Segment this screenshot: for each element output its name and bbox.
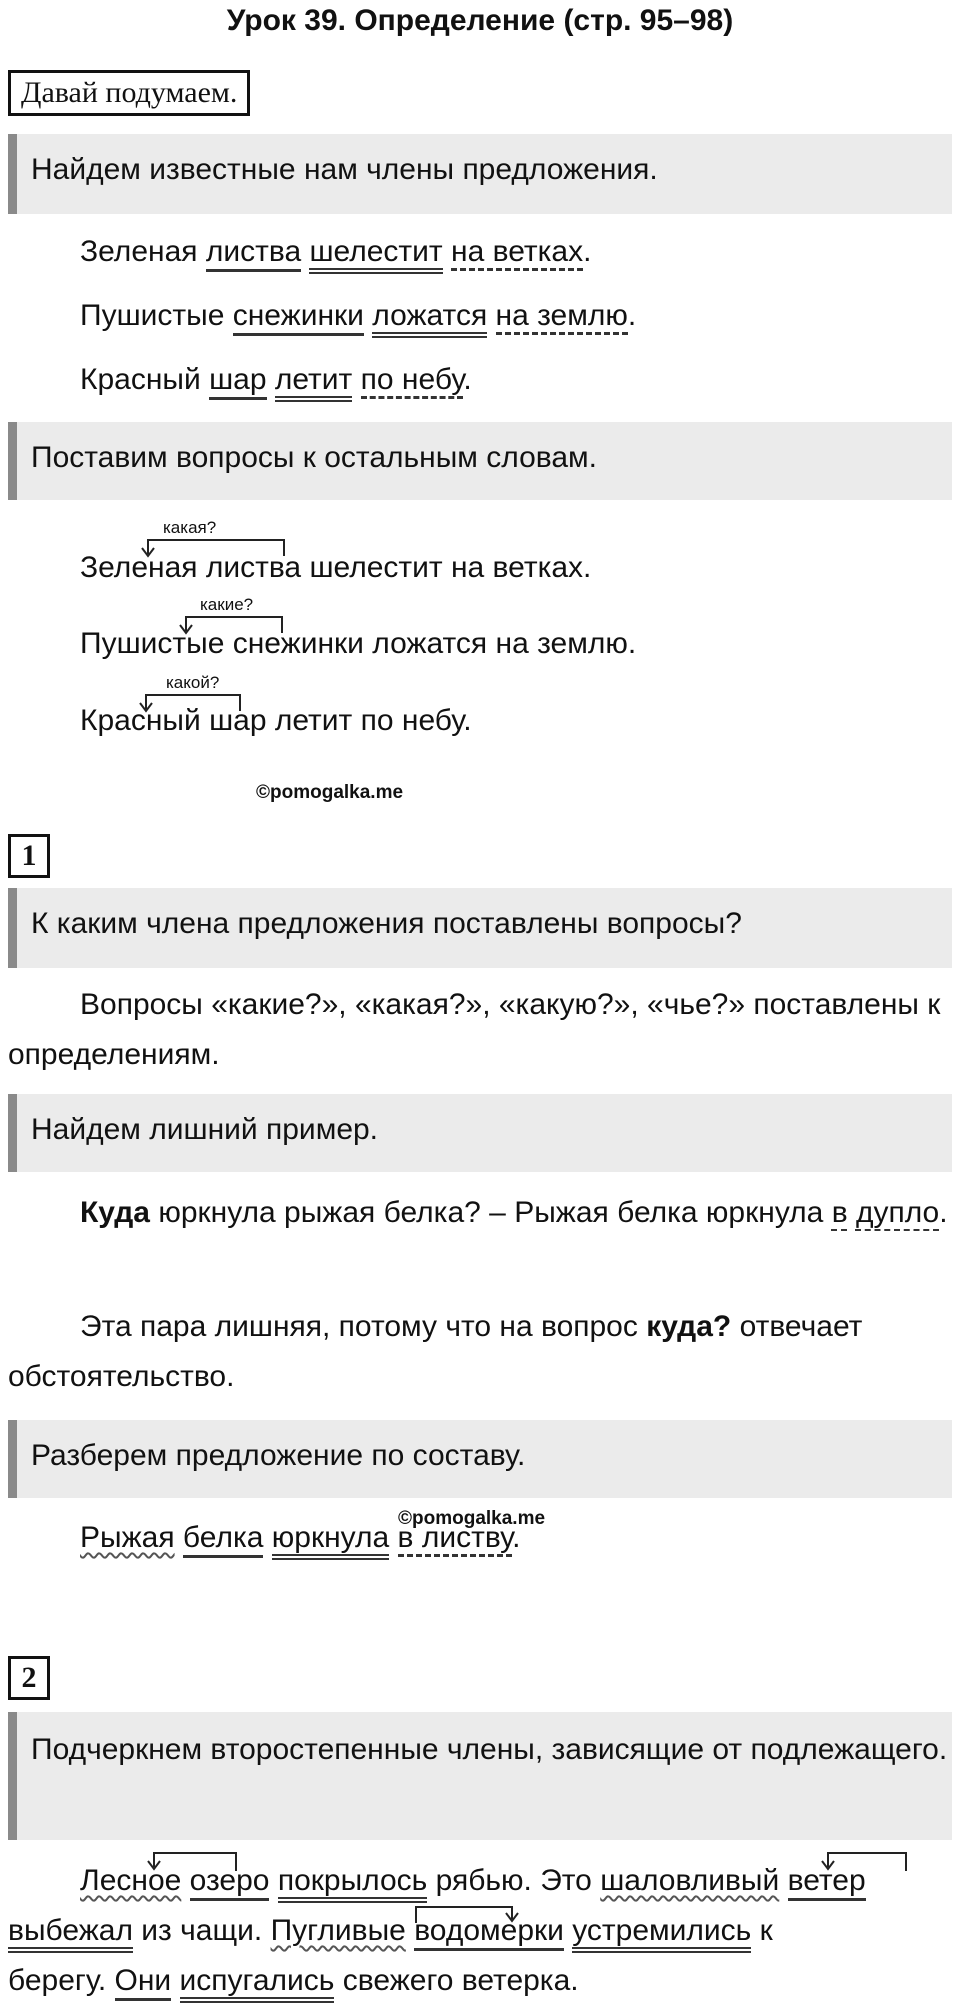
predicate-word: летит: [275, 363, 352, 402]
punct: .: [627, 299, 637, 332]
predicate-word: выбежал: [8, 1914, 133, 1953]
task-number: 1: [8, 834, 50, 878]
task1-banner-1: К каким члена предложения поставлены вопросы?: [8, 888, 952, 968]
text: свежего ветерка.: [334, 1964, 579, 1997]
adverbial-word: в: [831, 1196, 848, 1229]
text: рябью. Это: [427, 1864, 601, 1897]
text: отвечает обстоятельство.: [8, 1310, 863, 1393]
watermark: ©pomogalka.me: [398, 1508, 546, 1529]
punct: .: [939, 1196, 948, 1229]
task1-answer: Вопросы «какие?», «какая?», «какую?», «чье?» поставлены к определениям.: [8, 988, 941, 1071]
question-line-2: Пушистые снежинки ложатся на землю.: [80, 627, 637, 660]
task-number: 2: [8, 1656, 50, 1700]
task1-example: [8, 1188, 952, 1238]
subject-word: снежинки: [233, 299, 364, 336]
word: Пушистые: [80, 299, 225, 332]
attribute-word: Рыжая: [80, 1521, 175, 1554]
text-line: [8, 1856, 952, 1906]
adverbial-word: на землю: [496, 299, 628, 335]
page-title: Урок 39. Определение (стр. 95–98): [226, 4, 734, 37]
subject-word: шар: [209, 363, 266, 400]
bold-word: куда?: [646, 1310, 732, 1343]
subject-word: Они: [115, 1964, 172, 2001]
sentence-3: [80, 360, 472, 400]
attribute-word: Лесное: [80, 1864, 182, 1897]
text: юркнула рыжая белка? – Рыжая белка юркнула: [149, 1196, 832, 1229]
task2-banner: Подчеркнем второстепенные члены, зависящие от подлежащего.: [8, 1712, 952, 1840]
punct: .: [583, 235, 592, 268]
adverbial-word: дупло: [855, 1196, 940, 1229]
word: Зеленая: [80, 235, 198, 268]
subject-word: водомерки: [414, 1914, 564, 1951]
predicate-word: ложатся: [372, 299, 487, 338]
predicate-word: покрылось: [278, 1864, 427, 1903]
task2-text: [8, 1856, 952, 2006]
sentence-2: [80, 296, 636, 336]
text-line: [8, 1956, 952, 2006]
task1-banner-3: Разберем предложение по составу.: [8, 1420, 952, 1498]
question-line-1: Зеленая листва шелестит на ветках.: [80, 551, 592, 584]
predicate-word: испугались: [180, 1964, 335, 2003]
adverbial-word: по небу: [361, 363, 464, 399]
think-box: Давай подумаем.: [8, 70, 250, 116]
predicate-word: шелестит: [309, 235, 442, 274]
question-label: какая?: [163, 518, 217, 537]
question-line-3: Красный шар летит по небу.: [80, 704, 472, 737]
task1-explanation: [8, 1302, 952, 1402]
sentence-1: [80, 232, 591, 272]
attribute-word: Пугливые: [270, 1914, 406, 1947]
subject-word: озеро: [190, 1864, 270, 1901]
adverbial-word: на ветках: [451, 235, 583, 271]
adverbial-word: в листву: [398, 1521, 513, 1557]
predicate-word: юркнула: [272, 1521, 389, 1560]
task1-banner-2: Найдем лишний пример.: [8, 1094, 952, 1172]
subject-word: белка: [183, 1521, 264, 1558]
text: берегу.: [8, 1964, 115, 1997]
subject-word: ветер: [788, 1864, 866, 1901]
punct: .: [512, 1521, 521, 1554]
watermark: ©pomogalka.me: [256, 782, 404, 803]
section1-banner: Найдем известные нам члены предложения.: [8, 134, 952, 214]
attribute-word: шаловливый: [600, 1864, 780, 1897]
bold-word: Куда: [80, 1196, 150, 1229]
question-label: какой?: [166, 673, 220, 692]
word: Красный: [80, 363, 201, 396]
text: к: [751, 1914, 773, 1947]
section2-banner: Поставим вопросы к остальным словам.: [8, 422, 952, 500]
parse-sentence: [80, 1518, 520, 1558]
predicate-word: устремились: [572, 1914, 751, 1953]
subject-word: листва: [206, 235, 301, 272]
question-label: какие?: [200, 595, 254, 614]
punct: .: [463, 363, 472, 396]
text: из чащи.: [132, 1914, 271, 1947]
text: Эта пара лишняя, потому что на вопрос: [80, 1310, 647, 1343]
text-line: [8, 1906, 952, 1956]
